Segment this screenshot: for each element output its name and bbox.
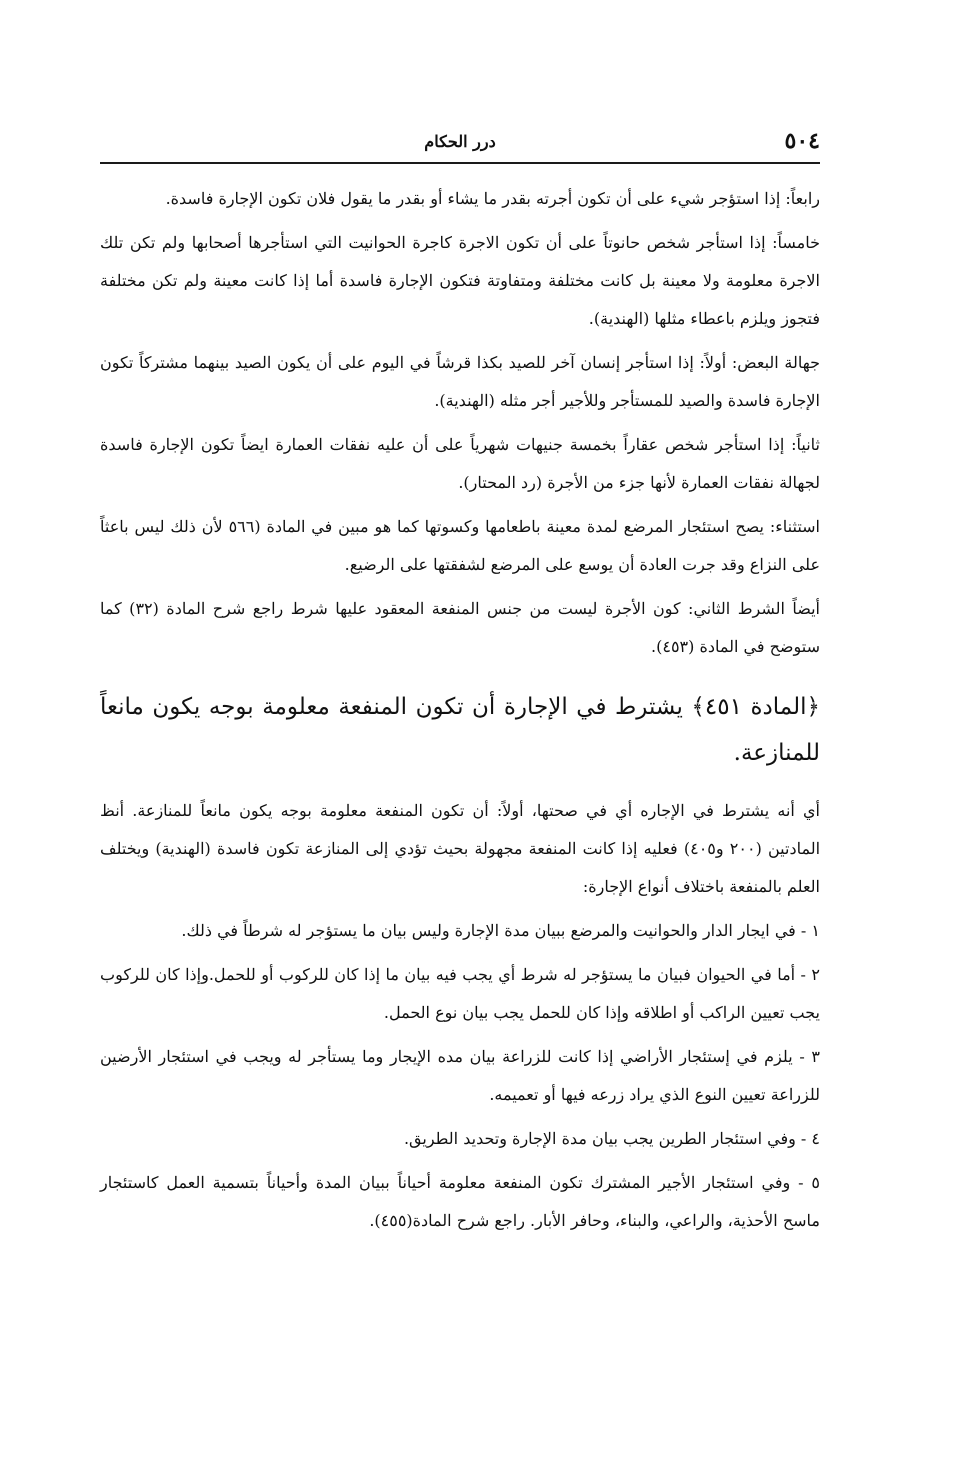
running-title: درر الحكام [424,132,496,151]
page-number: ٥٠٤ [784,128,820,154]
commentary-item-1: ١ - في ايجار الدار والحوانيت والمرضع ببيان مدة الإجارة وليس بيان ما يستؤجر له شرطاً في ذلك. [181,921,820,940]
paragraph-partial-ignorance: جهالة البعض: أولاً: إذا استأجر إنسان آخر للصيد بكذا قرشاً في اليوم على أن يكون الصيد بينهما مشتركاً تكون الإجارة فاسدة والصيد للمستأجر وللأجير أجر مثله (الهندية). [100,353,820,410]
commentary-item-4: ٤ - وفي استئجار الطرين يجب بيان مدة الإجارة وتحديد الطريق. [403,1129,820,1148]
paragraph-second: ثانياً: إذا استأجر شخص عقاراً بخمسة جنيهات شهرياً على أن عليه نفقات العمارة ايضاً تكون الإجارة فاسدة لجهالة نفقات العمارة لأنها جزء من الأجرة (رد المحتار). [100,435,820,492]
paragraph-exception: استثناء: يصح استئجار المرضع لمدة معينة باطعامها وكسوتها كما هو مبين في المادة (٥٦٦ لأن ذلك ليس باعثاً على النزاع وقد جرت العادة أن يوسع على المرضع لشفقتها على الرضيع. [100,517,821,574]
paragraph-second-condition: أيضاً الشرط الثاني: كون الأجرة ليست من جنس المنفعة المعقود عليها شرط راجع شرح المادة (٣٢) كما ستوضح في المادة (٤٥٣). [100,599,820,656]
article-heading: ﴿المادة ٤٥١﴾ يشترط في الإجارة أن تكون المنفعة معلومة بوجه يكون مانعاً للمنازعة. [100,694,820,766]
paragraph-fifth: خامساً: إذا استأجر شخص حانوتاً على أن تكون الاجرة كاجرة الحوانيت التي استأجرها أصحابها ولم تكن تلك الاجرة معلومة ولا معينة بل كانت مختلفة ومتفاوتة فتكون الإجارة فاسدة أما إذا كانت معينة ولم تكن مختلفة فتجوز ويلزم باعطاء مثلها (الهندية). [100,233,820,328]
commentary-item-3: ٣ - يلزم في إستئجار الأراضي إذا كانت للزراعة بيان مده الإيجار وما يستأجر له ويجب في استئجار الأرضين للزراعة تعيين النوع الذي يراد زرعه فيها أو تعميمه. [100,1047,820,1104]
paragraph-fourth: رابعاً: إذا استؤجر شيء على أن تكون أجرته بقدر ما يشاء أو بقدر ما يقول فلان تكون الإجارة فاسدة. [165,189,820,208]
page-header [100,128,820,164]
commentary-intro: أي أنه يشترط في الإجاره أي في صحتها، أولاً: أن تكون المنفعة معلومة بوجه يكون مانعاً للمنازعة. أنظ المادتين (٢٠٠ و٤٠٥) فعليه إذا كانت المنفعة مجهولة بحيث تؤدي إلى المنازعة تكون فاسدة (الهندية) ويختلف العلم بالمنفعة باختلاف أنواع الإجارة: [100,801,821,896]
commentary-item-2: ٢ - أما في الحيوان فبيان ما يستؤجر له شرط أي يجب فيه بيان ما إذا كان للركوب أو للحمل.وإذا كان للركوب يجب تعيين الراكب أو اطلاقه وإذا كان للحمل يجب بيان نوع الحمل. [100,965,821,1022]
commentary-item-5: ٥ - وفي استئجار الأجير المشترك تكون المنفعة معلومة أحياناً ببيان المدة وأحياناً بتسمية العمل كاستئجار ماسح الأحذية، والراعي، والبناء، وحافر الأبار. راجع شرح المادة(٤٥٥). [100,1173,820,1230]
page-body [100,180,820,1246]
